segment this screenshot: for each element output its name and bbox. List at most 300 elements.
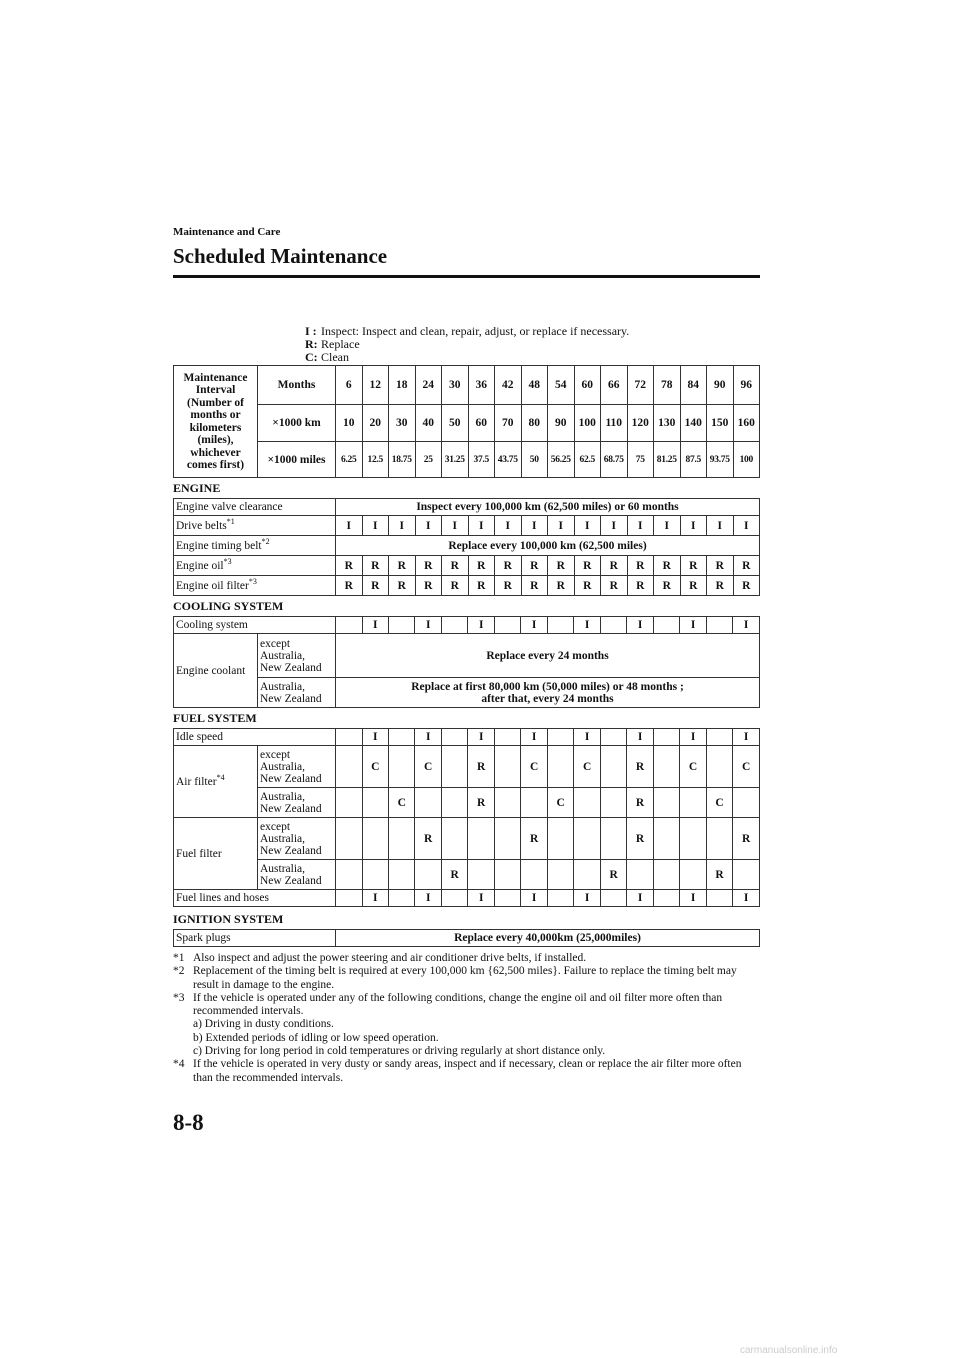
schedule-cell (600, 729, 626, 746)
schedule-cell: 54 (548, 366, 575, 405)
schedule-cell (362, 788, 388, 818)
region-label: Australia, New Zealand (258, 860, 336, 890)
table-row (174, 746, 760, 788)
schedule-cell: 60 (468, 405, 495, 442)
schedule-cell: 75 (627, 442, 654, 478)
schedule-cell (547, 860, 573, 890)
schedule-cell: R (706, 860, 732, 890)
schedule-cell: I (627, 617, 653, 634)
schedule-cell: 10 (336, 405, 363, 442)
title-rule (173, 275, 760, 278)
schedule-cell: R (627, 576, 654, 596)
schedule-cell: 12.5 (362, 442, 389, 478)
schedule-cell (336, 890, 362, 907)
schedule-cell: I (468, 516, 495, 536)
schedule-cell: 70 (495, 405, 522, 442)
schedule-cell (600, 746, 626, 788)
schedule-cell: I (521, 729, 547, 746)
schedule-cell: R (574, 556, 601, 576)
schedule-cell (388, 729, 414, 746)
row-label: Fuel filter (174, 818, 258, 890)
legend-text: Replace (321, 337, 360, 351)
schedule-cell: 43.75 (495, 442, 522, 478)
schedule-cell (441, 617, 467, 634)
schedule-cell (706, 617, 732, 634)
legend-code: I : (305, 324, 317, 338)
schedule-cell: R (468, 788, 494, 818)
coolant-schedule: Replace every 24 months (336, 634, 760, 678)
schedule-cell: R (521, 818, 547, 860)
schedule-cell: 6 (336, 366, 363, 405)
footnote-text: If the vehicle is operated in very dusty or sandy areas, inspect and if necessary, clean or replace the air filter more often than the recommended intervals. (193, 1058, 742, 1084)
schedule-cell: I (442, 516, 469, 536)
schedule-cell: R (600, 860, 626, 890)
schedule-cell: I (521, 890, 547, 907)
schedule-cell: I (336, 516, 363, 536)
schedule-cell (441, 788, 467, 818)
schedule-cell: 100 (733, 442, 760, 478)
coolant-schedule: Replace at first 80,000 km (50,000 miles) or 48 months ; after that, every 24 months (336, 678, 760, 708)
timing-schedule: Replace every 100,000 km (62,500 miles) (336, 536, 760, 556)
table-row (174, 576, 760, 596)
schedule-cell (336, 818, 362, 860)
schedule-cell (653, 818, 679, 860)
schedule-cell: 110 (601, 405, 628, 442)
schedule-cell: I (733, 617, 760, 634)
schedule-cell (336, 860, 362, 890)
schedule-cell: R (548, 556, 575, 576)
legend (305, 325, 629, 364)
schedule-cell: 42 (495, 366, 522, 405)
schedule-cell (547, 729, 573, 746)
section-label: Maintenance and Care (173, 226, 281, 238)
section-engine: ENGINE (173, 481, 221, 495)
miles-label: ×1000 miles (258, 442, 336, 478)
schedule-cell: I (415, 516, 442, 536)
schedule-cell (574, 860, 600, 890)
plugs-schedule: Replace every 40,000km (25,000miles) (336, 930, 760, 947)
schedule-cell: 100 (574, 405, 601, 442)
table-row (174, 617, 760, 634)
schedule-cell (680, 860, 706, 890)
schedule-cell: I (733, 729, 760, 746)
schedule-cell (441, 818, 467, 860)
schedule-cell: R (336, 556, 363, 576)
schedule-cell: 31.25 (442, 442, 469, 478)
schedule-cell (336, 788, 362, 818)
label-text: Engine timing belt (176, 539, 262, 552)
footnote-ref: *4 (216, 772, 225, 782)
schedule-cell: 140 (680, 405, 707, 442)
schedule-cell (680, 788, 706, 818)
schedule-cell: I (495, 516, 522, 536)
schedule-cell: I (468, 617, 494, 634)
footnote-text: a) Driving in dusty conditions. (193, 1018, 334, 1031)
row-label: Engine valve clearance (174, 499, 336, 516)
schedule-cell (706, 746, 732, 788)
table-row (174, 818, 760, 860)
schedule-cell: I (733, 516, 760, 536)
schedule-cell: 81.25 (654, 442, 681, 478)
schedule-cell (494, 890, 520, 907)
schedule-cell: 20 (362, 405, 389, 442)
schedule-cell (547, 617, 573, 634)
schedule-cell: R (521, 576, 548, 596)
footnote-text: c) Driving for long period in cold temperatures or driving regularly at short distance only. (193, 1045, 606, 1058)
schedule-cell: R (733, 556, 760, 576)
schedule-cell: R (548, 576, 575, 596)
schedule-cell (494, 729, 520, 746)
label-text: Engine oil filter (176, 579, 249, 592)
schedule-cell: C (680, 746, 706, 788)
footnote-text: b) Extended periods of idling or low speed operation. (193, 1031, 439, 1044)
schedule-cell: I (733, 890, 760, 907)
region-label: Australia, New Zealand (258, 678, 336, 708)
schedule-cell (388, 746, 414, 788)
row-label: Spark plugs (174, 930, 336, 947)
schedule-cell: I (627, 890, 653, 907)
footnote-ref: *2 (261, 536, 270, 546)
schedule-cell: I (627, 516, 654, 536)
schedule-cell (653, 617, 679, 634)
schedule-cell: C (574, 746, 600, 788)
schedule-cell (336, 746, 362, 788)
ignition-table (173, 929, 760, 947)
section-fuel: FUEL SYSTEM (173, 711, 257, 725)
table-row (174, 516, 760, 536)
schedule-cell: R (654, 556, 681, 576)
schedule-cell: I (362, 617, 388, 634)
schedule-cell (336, 729, 362, 746)
schedule-cell: C (521, 746, 547, 788)
region-label: except Australia, New Zealand (258, 818, 336, 860)
schedule-cell: 130 (654, 405, 681, 442)
schedule-cell (415, 860, 441, 890)
schedule-cell (600, 788, 626, 818)
schedule-cell (388, 890, 414, 907)
schedule-cell: R (707, 556, 734, 576)
schedule-cell: I (707, 516, 734, 536)
schedule-cell (706, 890, 732, 907)
schedule-cell: I (415, 617, 441, 634)
row-label (174, 576, 336, 596)
miles-row (174, 442, 760, 478)
table-row (174, 634, 760, 678)
schedule-cell: R (362, 576, 389, 596)
schedule-cell: I (574, 516, 601, 536)
fuel-table (173, 728, 760, 907)
schedule-cell: 66 (601, 366, 628, 405)
schedule-cell: R (521, 556, 548, 576)
schedule-cell: C (733, 746, 760, 788)
schedule-cell: R (627, 746, 653, 788)
footnote-number (173, 1018, 193, 1031)
schedule-cell: R (733, 576, 760, 596)
schedule-cell: R (362, 556, 389, 576)
engine-table (173, 498, 760, 596)
schedule-cell: R (415, 556, 442, 576)
schedule-cell: R (442, 556, 469, 576)
legend-text: Clean (321, 350, 349, 364)
row-label: Cooling system (174, 617, 336, 634)
schedule-cell (733, 788, 760, 818)
region-label: except Australia, New Zealand (258, 746, 336, 788)
schedule-cell: 84 (680, 366, 707, 405)
schedule-cell: R (733, 818, 760, 860)
footnote-number: *3 (173, 991, 185, 1004)
schedule-cell: 24 (415, 366, 442, 405)
schedule-cell: 90 (548, 405, 575, 442)
schedule-cell (441, 890, 467, 907)
schedule-cell: 56.25 (548, 442, 575, 478)
schedule-cell (706, 818, 732, 860)
schedule-cell (574, 818, 600, 860)
schedule-cell (653, 746, 679, 788)
schedule-cell: I (362, 890, 388, 907)
schedule-cell: 25 (415, 442, 442, 478)
schedule-cell (494, 788, 520, 818)
footnote (173, 1032, 763, 1045)
schedule-cell: 6.25 (336, 442, 363, 478)
table-row (174, 729, 760, 746)
legend-replace (305, 338, 629, 351)
schedule-cell (494, 860, 520, 890)
schedule-cell: R (495, 556, 522, 576)
table-row (174, 678, 760, 708)
schedule-cell: R (707, 576, 734, 596)
footnote-ref: *3 (248, 576, 257, 586)
table-row (174, 890, 760, 907)
schedule-cell (547, 818, 573, 860)
interval-table (173, 365, 760, 478)
footnote-text: Also inspect and adjust the power steering and air conditioner drive belts, if installed. (193, 952, 587, 964)
footnote (173, 1018, 763, 1031)
schedule-cell (706, 729, 732, 746)
table-row (174, 556, 760, 576)
schedule-cell: R (654, 576, 681, 596)
schedule-cell (494, 818, 520, 860)
legend-code: R: (305, 337, 318, 351)
schedule-cell: 93.75 (707, 442, 734, 478)
schedule-cell: I (680, 516, 707, 536)
schedule-cell: C (415, 746, 441, 788)
schedule-cell: R (680, 576, 707, 596)
footnote (173, 965, 763, 992)
schedule-cell (441, 746, 467, 788)
table-row (174, 536, 760, 556)
schedule-cell: R (495, 576, 522, 596)
schedule-cell: 50 (521, 442, 548, 478)
schedule-cell (441, 729, 467, 746)
label-text: Engine oil (176, 559, 224, 572)
schedule-cell: R (627, 556, 654, 576)
section-ignition: IGNITION SYSTEM (173, 912, 284, 926)
schedule-cell: 30 (442, 366, 469, 405)
watermark: carmanualsonline.info (740, 1345, 838, 1356)
schedule-cell: 18.75 (389, 442, 416, 478)
schedule-cell: C (547, 788, 573, 818)
row-label (174, 536, 336, 556)
schedule-cell: I (548, 516, 575, 536)
row-label (174, 516, 336, 536)
label-text: Drive belts (176, 519, 227, 532)
schedule-cell: 90 (707, 366, 734, 405)
schedule-cell (600, 617, 626, 634)
schedule-cell (468, 818, 494, 860)
footnote-number (173, 1032, 193, 1045)
schedule-cell: 30 (389, 405, 416, 442)
schedule-cell (627, 860, 653, 890)
schedule-cell: I (468, 729, 494, 746)
schedule-cell (547, 890, 573, 907)
schedule-cell: I (362, 516, 389, 536)
valve-schedule: Inspect every 100,000 km (62,500 miles) or 60 months (336, 499, 760, 516)
schedule-cell: 120 (627, 405, 654, 442)
schedule-cell: I (389, 516, 416, 536)
schedule-cell: 72 (627, 366, 654, 405)
interval-label: Maintenance Interval (Number of months or kilometers (miles), whichever comes first) (174, 366, 258, 478)
row-label: Fuel lines and hoses (174, 890, 336, 907)
schedule-cell (388, 818, 414, 860)
schedule-cell (547, 746, 573, 788)
schedule-cell: R (336, 576, 363, 596)
schedule-cell: R (389, 556, 416, 576)
schedule-cell: C (388, 788, 414, 818)
schedule-cell: I (415, 890, 441, 907)
schedule-cell (574, 788, 600, 818)
schedule-cell: 87.5 (680, 442, 707, 478)
schedule-cell (388, 860, 414, 890)
footnote (173, 992, 763, 1019)
row-label (174, 746, 258, 818)
schedule-cell: R (680, 556, 707, 576)
table-row (174, 860, 760, 890)
section-cooling: COOLING SYSTEM (173, 599, 284, 613)
schedule-cell: R (574, 576, 601, 596)
schedule-cell: I (574, 617, 600, 634)
schedule-cell: C (362, 746, 388, 788)
footnote-ref: *1 (226, 516, 235, 526)
schedule-cell (600, 818, 626, 860)
footnotes (173, 952, 763, 1085)
schedule-cell (600, 890, 626, 907)
cooling-table (173, 616, 760, 708)
schedule-cell: 37.5 (468, 442, 495, 478)
schedule-cell: I (362, 729, 388, 746)
schedule-cell: I (680, 729, 706, 746)
schedule-cell: R (441, 860, 467, 890)
schedule-cell: I (521, 617, 547, 634)
km-row (174, 405, 760, 442)
schedule-cell (494, 617, 520, 634)
schedule-cell: R (415, 818, 441, 860)
schedule-cell: 68.75 (601, 442, 628, 478)
schedule-cell: R (601, 556, 628, 576)
schedule-cell: I (601, 516, 628, 536)
schedule-cell (680, 818, 706, 860)
schedule-cell: 78 (654, 366, 681, 405)
schedule-cell: 96 (733, 366, 760, 405)
schedule-cell: I (680, 890, 706, 907)
schedule-cell (415, 788, 441, 818)
schedule-cell (494, 746, 520, 788)
page-number: 8-8 (173, 1110, 204, 1135)
schedule-cell: I (680, 617, 706, 634)
row-label: Engine coolant (174, 634, 258, 708)
schedule-cell: 12 (362, 366, 389, 405)
schedule-cell: 36 (468, 366, 495, 405)
schedule-cell: R (627, 818, 653, 860)
footnote-ref: *3 (223, 556, 232, 566)
schedule-cell (336, 617, 362, 634)
schedule-cell: I (415, 729, 441, 746)
schedule-cell: 80 (521, 405, 548, 442)
schedule-cell (653, 890, 679, 907)
schedule-cell (468, 860, 494, 890)
schedule-cell (362, 860, 388, 890)
row-label: Idle speed (174, 729, 336, 746)
table-row (174, 788, 760, 818)
legend-clean (305, 351, 629, 364)
page-title: Scheduled Maintenance (173, 244, 388, 268)
schedule-cell: R (468, 576, 495, 596)
footnote (173, 952, 763, 965)
schedule-cell: R (389, 576, 416, 596)
schedule-cell (653, 729, 679, 746)
table-row (174, 499, 760, 516)
table-row (174, 930, 760, 947)
schedule-cell: R (468, 556, 495, 576)
schedule-cell: I (574, 890, 600, 907)
footnote-number: *2 (173, 965, 185, 978)
schedule-cell (653, 788, 679, 818)
schedule-cell (653, 860, 679, 890)
row-label (174, 556, 336, 576)
schedule-cell: I (574, 729, 600, 746)
schedule-cell: 60 (574, 366, 601, 405)
schedule-cell: I (468, 890, 494, 907)
months-row (174, 366, 760, 405)
footnote-number: *4 (173, 1058, 185, 1071)
legend-code: C: (305, 350, 318, 364)
footnote (173, 1045, 763, 1058)
schedule-cell: R (627, 788, 653, 818)
schedule-cell: 50 (442, 405, 469, 442)
footnote-number: *1 (173, 952, 185, 964)
schedule-cell (362, 818, 388, 860)
footnote-text: If the vehicle is operated under any of the following conditions, change the engine oil and oil filter more often than recommended intervals. (193, 991, 723, 1018)
schedule-cell: R (442, 576, 469, 596)
region-label: except Australia, New Zealand (258, 634, 336, 678)
schedule-cell: I (654, 516, 681, 536)
footnote (173, 1058, 763, 1085)
schedule-cell: C (706, 788, 732, 818)
schedule-cell: 160 (733, 405, 760, 442)
schedule-cell: I (627, 729, 653, 746)
schedule-cell (521, 788, 547, 818)
schedule-cell: 40 (415, 405, 442, 442)
schedule-cell: 150 (707, 405, 734, 442)
schedule-cell: I (521, 516, 548, 536)
schedule-cell: R (468, 746, 494, 788)
schedule-cell (733, 860, 760, 890)
months-label: Months (258, 366, 336, 405)
schedule-cell (521, 860, 547, 890)
footnote-number (173, 1045, 193, 1058)
schedule-cell: 18 (389, 366, 416, 405)
schedule-cell: R (415, 576, 442, 596)
schedule-cell: R (601, 576, 628, 596)
